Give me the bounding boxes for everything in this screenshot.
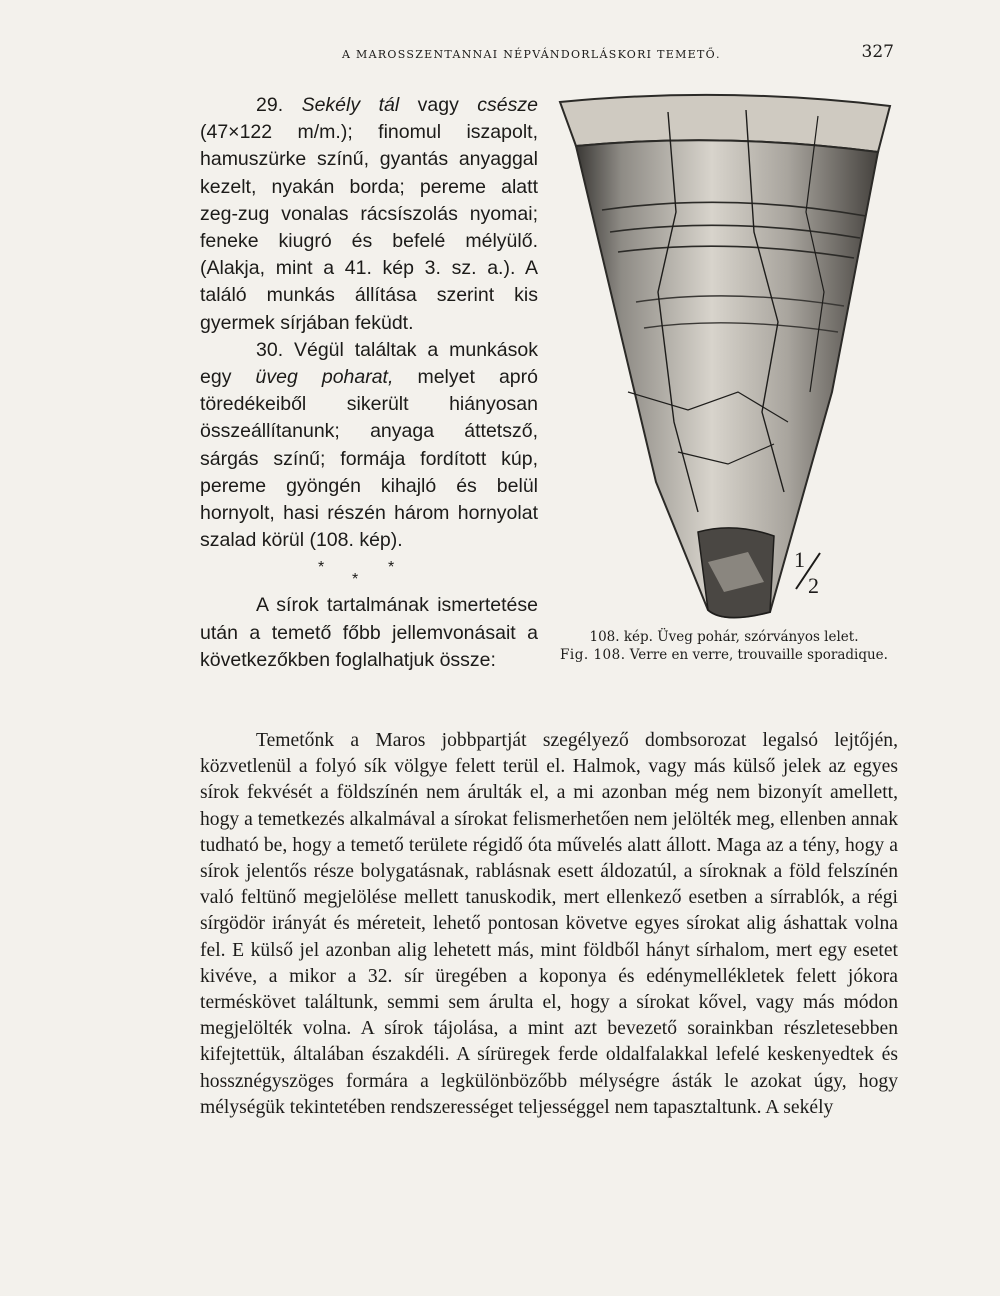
main-paragraph: Temetőnk a Maros jobbpartját szegélyező dombsorozat legalsó lejtőjén, közvetlenül a folyó sík völgye felett terül el. Halmok, vagy más külső jelek az egyes sírok fekvését a földszínén nem árulták el, a mi azonban még nem bizonyít amellett, hogy a temetkezés alkalmával a sírokat felismerhetően nem jelölték meg, ellenben annak tudható be, hogy a temető területe régidő óta művelés alatt állott. Maga az a tény, hogy a sírok jelentős része bolygatásnak, rablásnak esett áldozatúl, a síroknak a föld felszínén való feltünő megjelölése mellett tanuskodik, mert ellenkező esetben a sírrablók, a régi sírgödör irányát és méreteit, lehető pontosan követve egyes sírokat alig áshattak volna fel. E külső jel azonban alig lehetett más, mint földből hányt sírhalom, mert egy esetet kivéve, a mikor a 32. sír üregében a koponya és edénymellékletek felett jókora terméskövet találtunk, semmi sem árulta el, hogy a sírokat kővel, vagy más módon megjelölték volna. A sírok tájolása, a mint azt bevezető sorainkban részletesebben kifejtettük, általában északdéli. A sírüregek ferde oldalfalakkal lefelé keskenyedtek és hossznégyszöges formára a legkülönbözőbb mélységre ásták le azokat úgy, hogy mélységük tekintetében rendszerességet teljességgel nem tapasztaltunk. A sekély <box>200 730 898 1118</box>
glass-beaker-illustration-icon <box>548 92 900 622</box>
page-number: 327 <box>861 42 894 62</box>
figure-caption <box>548 628 900 664</box>
entry-30: 30. Végül találtak a munkások egy üveg poharat, melyet apró töredékeiből sikerült hiányosan összeállítanunk; anyaga áttetsző, sárgás színű; formája fordított kúp, pereme gyöngén kihajló és belül hornyolt, hasi részén három hornyolat szalad körül (108. kép). <box>200 338 538 552</box>
scale-indicator <box>790 545 826 597</box>
asterism-star: * <box>318 559 325 577</box>
scale-denominator: 2 <box>808 573 819 597</box>
caption-french: Fig. 108. Verre en verre, trouvaille sporadique. <box>560 647 888 663</box>
asterism-star: * <box>352 571 359 589</box>
running-head: A MAROSSZENTANNAI NÉPVÁNDORLÁSKORI TEMETŐ. <box>342 48 721 61</box>
page-header <box>200 40 900 70</box>
section-intro: A sírok tartalmának ismertetése után a temető főbb jellemvonásait a következőkben foglalhatjuk össze: <box>200 594 538 671</box>
figure-108 <box>548 92 900 652</box>
caption-hungarian: 108. kép. Üveg pohár, szórványos lelet. <box>589 629 859 645</box>
main-text <box>200 728 898 1121</box>
entry-29: 29. Sekély tál vagy csésze (47×122 m/m.); finomul iszapolt, hamuszürke színű, gyantás anyaggal kezelt, nyakán borda; pereme alatt zeg-zug vonalas rácsíszolás nyomai; feneke kiugró és befelé mélyülő. (Alakja, mint a 41. kép 3. sz. a.). A találó munkás állítása szerint kis gyermek sírjában feküdt. <box>200 94 538 334</box>
asterism <box>200 554 538 592</box>
scale-numerator: 1 <box>794 547 805 572</box>
left-column <box>200 92 538 674</box>
asterism-star: * <box>388 559 395 577</box>
